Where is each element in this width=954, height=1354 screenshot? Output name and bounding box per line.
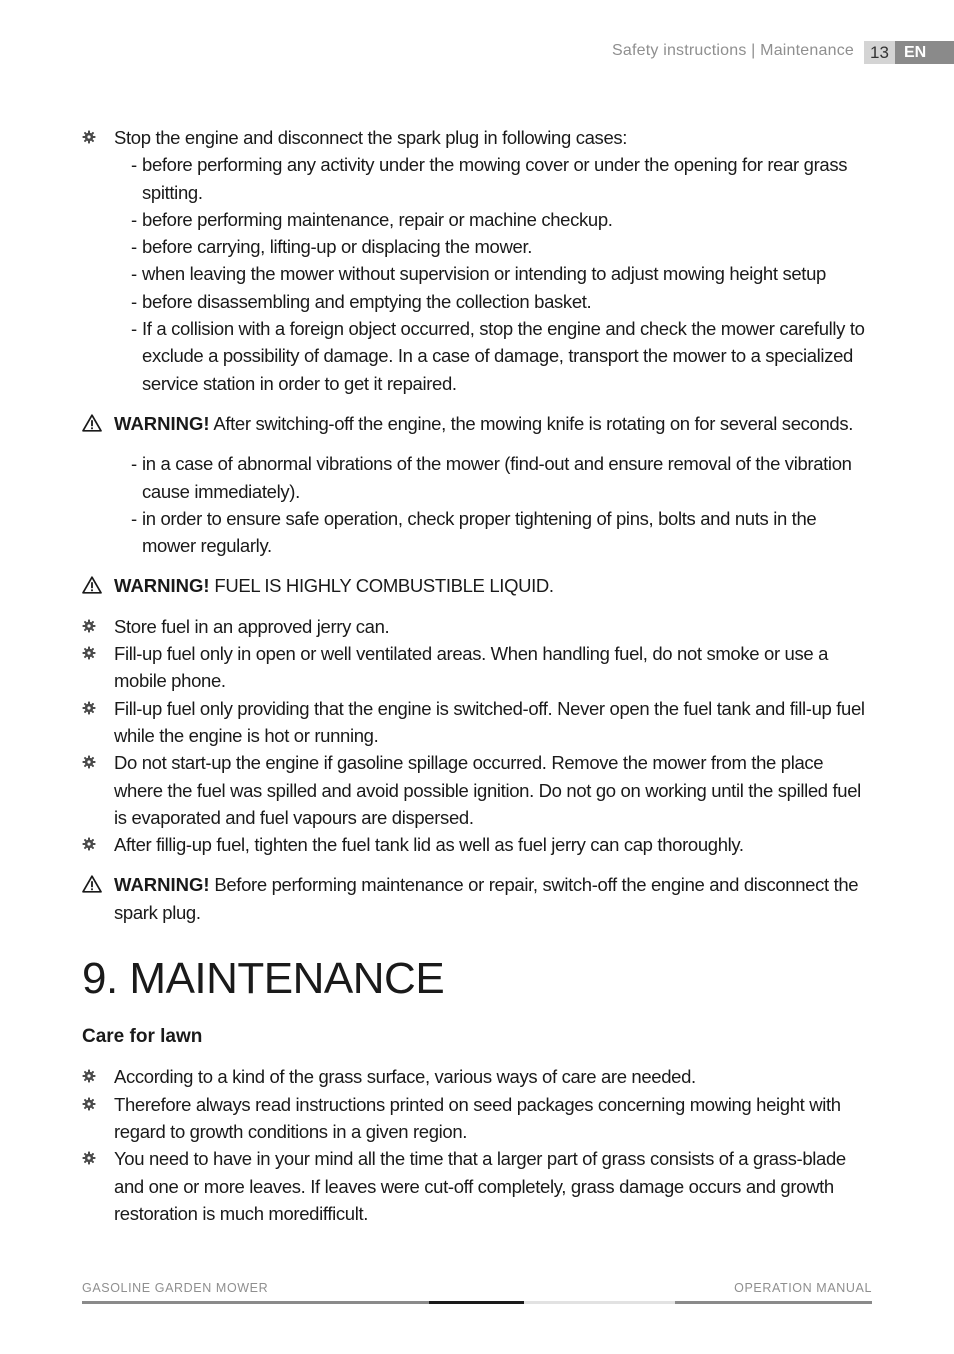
case-item — [82, 288, 874, 315]
case-item — [82, 260, 874, 287]
cases-list — [82, 151, 874, 397]
gear-bullet-icon — [82, 837, 96, 851]
warning-label: WARNING! — [114, 575, 210, 597]
gear-bullet-icon — [82, 1069, 96, 1083]
gear-bullet-icon — [82, 619, 96, 633]
footer-bar-segment — [524, 1301, 675, 1304]
gear-bullet-icon — [82, 646, 96, 660]
case-item — [82, 450, 874, 505]
footer-bar-segment — [82, 1301, 429, 1304]
bullet-text: According to a kind of the grass surface, various ways of care are needed. — [114, 1066, 696, 1088]
footer-product: GASOLINE GARDEN MOWER — [82, 1281, 269, 1295]
gear-bullet-icon — [82, 1151, 96, 1165]
case-text: before performing any activity under the mowing cover or under the opening for rear grass spitting. — [142, 154, 848, 203]
warning-text: Before performing maintenance or repair, switch-off the engine and disconnect the spark plug. — [114, 874, 859, 923]
bullet-text: You need to have in your mind all the time that a larger part of grass consists of a grass-blade and one or more leaves. If leaves were cut-off completely, grass damage occurs and growth restoration is much moredifficult. — [114, 1148, 846, 1224]
page-number: 13 — [864, 41, 895, 64]
warning-text: After switching-off the engine, the mowing knife is rotating on for several seconds. — [209, 412, 854, 434]
warning-triangle-icon — [82, 576, 102, 594]
warning-label: WARNING! — [114, 874, 210, 896]
page-content — [82, 124, 874, 1227]
gear-bullet-icon — [82, 701, 96, 715]
bullet-text: Do not start-up the engine if gasoline spillage occurred. Remove the mower from the place where the fuel was spilled and avoid possible ignition. Do not go on working until the spilled fuel is evaporated and fuel vapours are dispersed. — [114, 752, 861, 828]
case-item — [82, 206, 874, 233]
dash-marker: - — [131, 290, 137, 312]
gear-bullet-icon — [82, 1097, 96, 1111]
warning-block — [82, 410, 874, 437]
case-item — [82, 315, 874, 397]
list-item — [82, 1145, 874, 1227]
case-item — [82, 505, 874, 560]
dash-marker: - — [131, 154, 137, 176]
list-item — [82, 1063, 874, 1090]
gear-bullet-icon — [82, 130, 96, 144]
dash-marker: - — [131, 318, 137, 340]
header-section-title: Safety instructions | Maintenance — [612, 42, 854, 59]
list-item — [82, 1091, 874, 1146]
footer-manual: OPERATION MANUAL — [734, 1281, 872, 1295]
footer-bar-segment — [429, 1301, 524, 1304]
section-title: 9. MAINTENANCE — [82, 954, 445, 1004]
list-item — [82, 695, 874, 750]
dash-marker: - — [131, 453, 137, 475]
bullet-text: Fill-up fuel only in open or well ventilated areas. When handling fuel, do not smoke or use a mobile phone. — [114, 643, 829, 692]
warning-triangle-icon — [82, 414, 102, 432]
gear-bullet-icon — [82, 755, 96, 769]
dash-marker: - — [131, 263, 137, 285]
warning-label: WARNING! — [114, 412, 210, 434]
footer-bar-segment — [675, 1301, 872, 1304]
case-text: before carrying, lifting-up or displacing the mower. — [142, 236, 533, 258]
case-item — [82, 151, 874, 206]
language-tab: EN — [895, 41, 954, 64]
list-item — [82, 831, 874, 858]
bullet-text: Stop the engine and disconnect the spark plug in following cases: — [114, 127, 628, 148]
warning-block — [82, 871, 874, 926]
cases-list-2 — [82, 450, 874, 559]
bullet-text: Fill-up fuel only providing that the engine is switched-off. Never open the fuel tank and fill-up fuel while the engine is hot or running. — [114, 697, 865, 746]
dash-marker: - — [131, 507, 137, 529]
bullet-text: After fillig-up fuel, tighten the fuel tank lid as well as fuel jerry can cap thoroughly. — [114, 834, 744, 856]
case-text: in a case of abnormal vibrations of the mower (find-out and ensure removal of the vibration cause immediately). — [142, 453, 852, 502]
warning-block — [82, 572, 874, 599]
warning-text: FUEL IS HIGHLY COMBUSTIBLE LIQUID. — [209, 575, 554, 597]
fuel-bullet-list — [82, 613, 874, 859]
list-item — [82, 124, 874, 151]
care-bullet-list — [82, 1063, 874, 1227]
case-text: before performing maintenance, repair or machine checkup. — [142, 208, 613, 230]
case-text: when leaving the mower without supervision or intending to adjust mowing height setup — [142, 263, 826, 285]
subheading: Care for lawn — [82, 1026, 203, 1048]
case-text: in order to ensure safe operation, check proper tightening of pins, bolts and nuts in the mower regularly. — [142, 507, 817, 557]
dash-marker: - — [131, 236, 137, 258]
list-item — [82, 640, 874, 695]
bullet-text: Store fuel in an approved jerry can. — [114, 615, 390, 637]
case-text: before disassembling and emptying the collection basket. — [142, 290, 592, 312]
list-item — [82, 749, 874, 831]
warning-triangle-icon — [82, 875, 102, 893]
list-item — [82, 613, 874, 640]
bullet-text: Therefore always read instructions printed on seed packages concerning mowing height with regard to growth conditions in a given region. — [114, 1093, 841, 1142]
case-item — [82, 233, 874, 260]
dash-marker: - — [131, 208, 137, 230]
case-text: If a collision with a foreign object occurred, stop the engine and check the mower carefully to exclude a possibility of damage. In a case of damage, transport the mower to a specialized service station in order to get it repaired. — [142, 318, 865, 394]
